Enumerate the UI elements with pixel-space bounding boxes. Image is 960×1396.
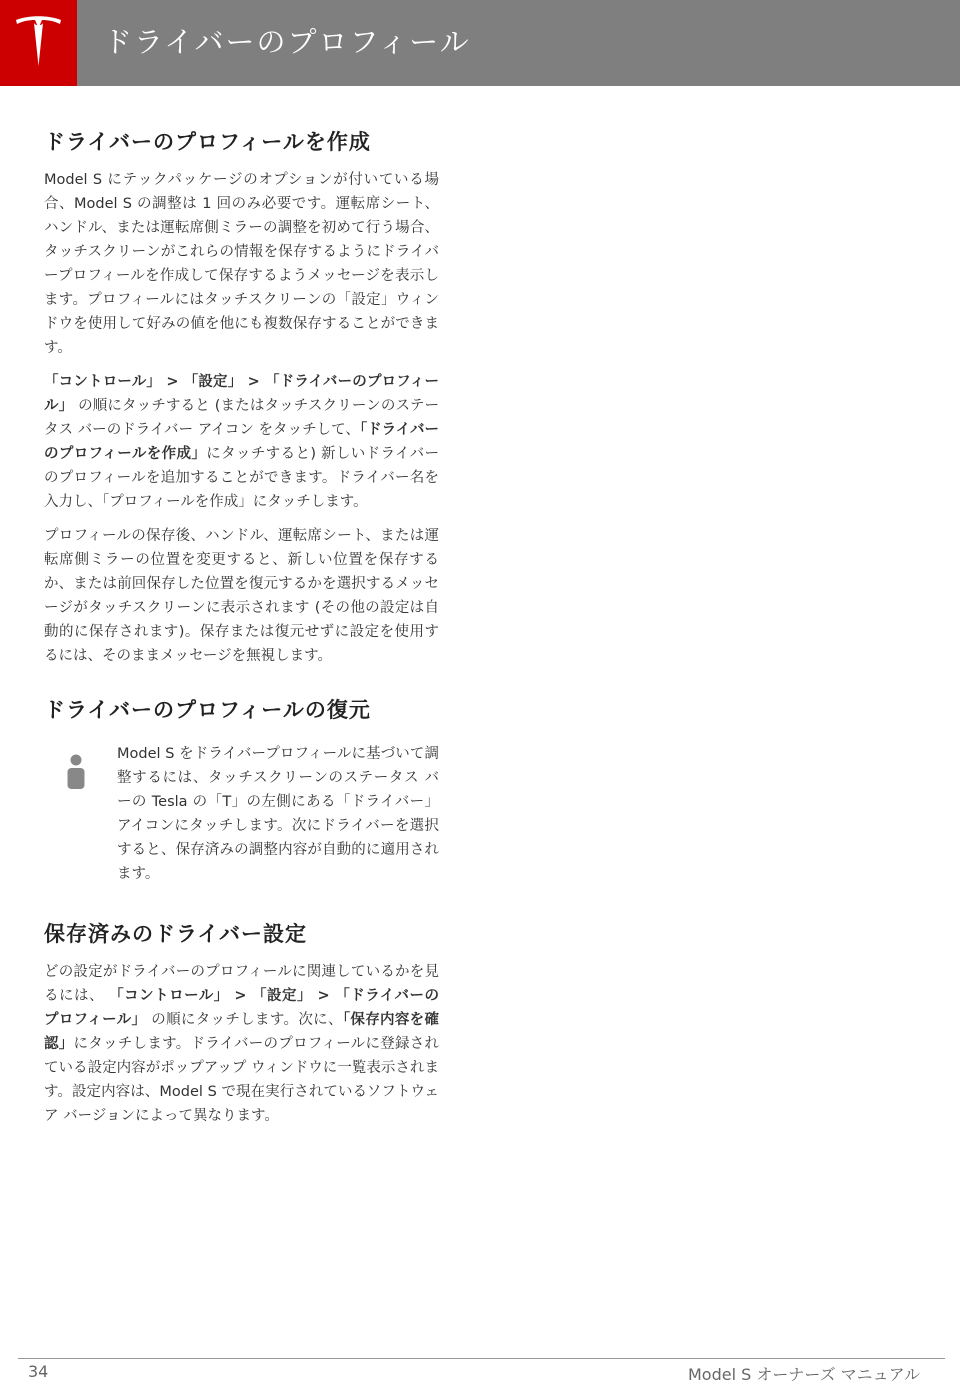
section-heading: ドライバーのプロフィールを作成 [44,129,371,154]
menu-path-text: 「コントロール」 > 「設定」 > 「ドライバーのプロフィール」 [44,987,439,1028]
note-block [44,742,439,886]
paragraph [44,960,439,1128]
page-number: 34 [28,1362,49,1381]
page-title: ドライバーのプロフィール [103,25,471,59]
inline-text: どの設定がドライバーのプロフィールに関連しているかを見るには、 [44,964,439,1004]
paragraph: プロフィールの保存後、ハンドル、運転席シート、または運転席側ミラーの位置を変更すると、新しい位置を保存するか、または前回保存した位置を復元するかを選択するメッセージがタッチスクリーンに表示されます (その他の設定は自動的に保存されます)。保存または復元せずに設定を使用するには、そのままメッセージを無視します。 [44,528,439,664]
paragraph [44,370,439,514]
button-name-text: 「保存内容を確認」 [44,1011,440,1052]
section-heading: 保存済みのドライバー設定 [44,921,307,946]
button-name-text: 「ドライバーのプロフィールを作成」 [44,421,439,462]
tesla-logo-icon [14,14,63,70]
page-header [0,0,960,86]
inline-text: にタッチします。ドライバーのプロフィールに登録されている設定内容がポップアップ ウィンドウに一覧表示されます。設定内容は、Model S で現在実行されているソフトウェア バージョンによって異なります。 [44,1036,439,1124]
logo-box [0,0,77,86]
main-content [44,126,439,1138]
inline-text: の順にタッチします。次に、 [146,1012,343,1028]
inline-text: にタッチすると) 新しいドライバーのプロフィールを追加することができます。ドライバー名を入力し、「プロフィールを作成」にタッチします。 [44,446,439,510]
paragraph: Model S にテックパッケージのオプションが付いている場合、Model S の調整は 1 回のみ必要です。運転席シート、ハンドル、または運転席側ミラーの調整を初めて行う場合、タッチスクリーンがこれらの情報を保存するようにドライバープロフィールを作成して保存するようメッセージを表示します。プロフィールにはタッチスクリーンの「設定」ウィンドウを使用して好みの値を他にも複数保存することができます。 [44,172,439,356]
note-text: Model S をドライバープロフィールに基づいて調整するには、タッチスクリーンのステータス バーの Tesla の「T」の左側にある「ドライバー」アイコンにタッチします。次にドライバーを選択すると、保存済みの調整内容が自動的に適用されます。 [117,746,439,882]
section-restore-profile [44,694,439,886]
person-icon [66,754,86,790]
section-heading: ドライバーのプロフィールの復元 [44,697,371,722]
footer-divider [18,1358,945,1359]
section-saved-settings [44,918,439,1128]
section-create-profile [44,126,439,668]
inline-text: の順にタッチすると (またはタッチスクリーンのステータス バーのドライバー アイコン をタッチして、 [44,398,440,438]
menu-path-text: 「コントロール」 > 「設定」 > 「ドライバーのプロフィール」 [44,373,439,414]
manual-name: Model S オーナーズ マニュアル [688,1365,921,1384]
